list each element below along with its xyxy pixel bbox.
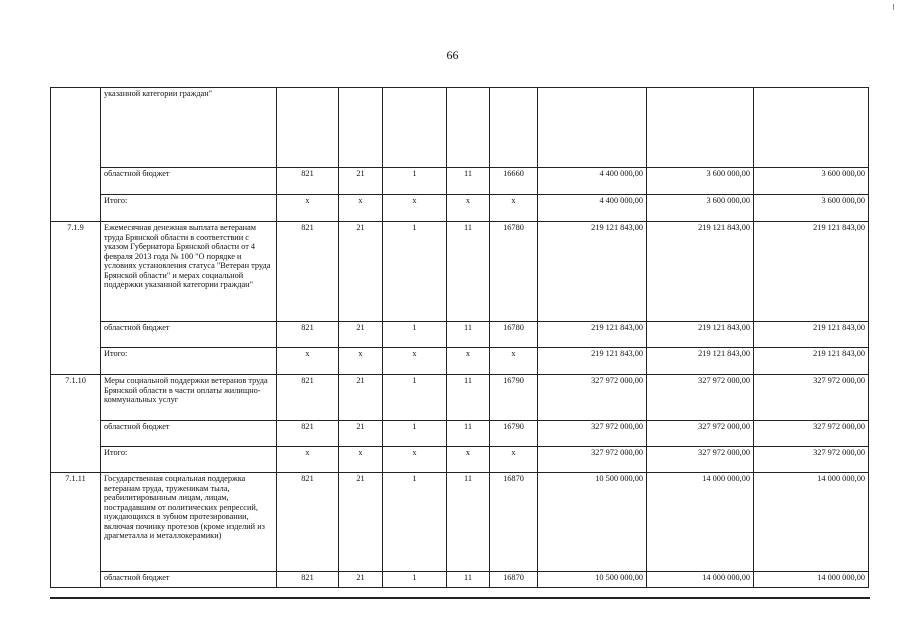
item-description: Меры социальной поддержки ветеранов труда Брянской области в части оплаты жилищно-коммунальных услуг <box>101 375 277 421</box>
cell-value-3: 219 121 843,00 <box>754 348 869 375</box>
cell-value-2: 3 600 000,00 <box>647 168 754 195</box>
cell-value-1: 10 500 000,00 <box>538 572 647 588</box>
cell-c5: х <box>490 348 538 375</box>
funding-source-label: областной бюджет <box>101 322 277 348</box>
cell-value-1: 10 500 000,00 <box>538 473 647 572</box>
table-row <box>51 473 869 572</box>
cell-c5: 16790 <box>490 421 538 447</box>
cell-c1: х <box>277 348 339 375</box>
cell-value-2 <box>647 88 754 168</box>
table-row <box>51 375 869 421</box>
cell-value-1: 4 400 000,00 <box>538 195 647 222</box>
cell-c2: 21 <box>339 168 383 195</box>
cell-c2: 21 <box>339 375 383 421</box>
cell-c3: 1 <box>383 421 447 447</box>
cell-c1: 821 <box>277 168 339 195</box>
funding-source-label: областной бюджет <box>101 168 277 195</box>
cell-c2: 21 <box>339 322 383 348</box>
cell-c1 <box>277 88 339 168</box>
cell-c4: 11 <box>447 222 490 322</box>
item-code-cell: 7.1.9 <box>51 222 101 375</box>
item-description: Ежемесячная денежная выплата ветеранам труда Брянской области в соответствии с указом Губернатора Брянской области от 4 февраля 2013 года № 100 "О порядке и условиях установления статуса "Ветеран труда Брянской области" и мерах социальной поддержки указанной категории граждан" <box>101 222 277 322</box>
cell-c4 <box>447 88 490 168</box>
cell-value-1: 4 400 000,00 <box>538 168 647 195</box>
cell-c1: 821 <box>277 375 339 421</box>
cell-c5: х <box>490 195 538 222</box>
table-row <box>51 421 869 447</box>
table-row <box>51 222 869 322</box>
cell-value-2: 14 000 000,00 <box>647 473 754 572</box>
cell-c4: 11 <box>447 473 490 572</box>
funding-source-label: областной бюджет <box>101 421 277 447</box>
cell-c2: 21 <box>339 421 383 447</box>
table-row <box>51 348 869 375</box>
cell-c4: 11 <box>447 322 490 348</box>
cell-c3: 1 <box>383 473 447 572</box>
table-row <box>51 168 869 195</box>
cell-c2: 21 <box>339 473 383 572</box>
total-label: Итого: <box>101 447 277 473</box>
table-row <box>51 88 869 168</box>
cell-c1: х <box>277 447 339 473</box>
cell-value-3: 3 600 000,00 <box>754 195 869 222</box>
cell-c5: 16660 <box>490 168 538 195</box>
cell-c3: 1 <box>383 168 447 195</box>
cell-c4: 11 <box>447 421 490 447</box>
cell-c1: 821 <box>277 572 339 588</box>
cell-value-2: 3 600 000,00 <box>647 195 754 222</box>
cell-c5: 16870 <box>490 572 538 588</box>
cell-c4: х <box>447 195 490 222</box>
item-description: указанной категории граждан" <box>101 88 277 168</box>
cell-c2 <box>339 88 383 168</box>
cell-c5: 16780 <box>490 222 538 322</box>
cell-value-2: 327 972 000,00 <box>647 375 754 421</box>
scan-corner-mark <box>893 4 894 10</box>
cell-c5: 16870 <box>490 473 538 572</box>
table-row <box>51 447 869 473</box>
cell-c2: х <box>339 348 383 375</box>
cell-value-2: 14 000 000,00 <box>647 572 754 588</box>
cell-value-1: 219 121 843,00 <box>538 348 647 375</box>
cell-value-1 <box>538 88 647 168</box>
cell-c5: 16780 <box>490 322 538 348</box>
cell-value-1: 219 121 843,00 <box>538 222 647 322</box>
cell-c2: 21 <box>339 572 383 588</box>
cell-c4: 11 <box>447 572 490 588</box>
total-label: Итого: <box>101 195 277 222</box>
cell-value-3: 14 000 000,00 <box>754 473 869 572</box>
item-code-cell: 7.1.10 <box>51 375 101 473</box>
cell-value-2: 219 121 843,00 <box>647 348 754 375</box>
item-code-cell: 7.1.11 <box>51 473 101 588</box>
table-bottom-border <box>50 597 870 599</box>
cell-c1: 821 <box>277 222 339 322</box>
cell-c3: 1 <box>383 222 447 322</box>
table-row <box>51 322 869 348</box>
cell-c1: 821 <box>277 322 339 348</box>
cell-value-3: 3 600 000,00 <box>754 168 869 195</box>
funding-source-label: областной бюджет <box>101 572 277 588</box>
cell-value-1: 327 972 000,00 <box>538 421 647 447</box>
cell-value-3: 327 972 000,00 <box>754 375 869 421</box>
cell-c4: х <box>447 447 490 473</box>
cell-value-1: 327 972 000,00 <box>538 375 647 421</box>
cell-value-1: 327 972 000,00 <box>538 447 647 473</box>
item-code-cell <box>51 88 101 222</box>
cell-value-1: 219 121 843,00 <box>538 322 647 348</box>
cell-value-2: 219 121 843,00 <box>647 322 754 348</box>
cell-c2: х <box>339 447 383 473</box>
cell-c4: 11 <box>447 375 490 421</box>
table-row <box>51 572 869 588</box>
cell-c3: 1 <box>383 572 447 588</box>
cell-value-3: 14 000 000,00 <box>754 572 869 588</box>
cell-c5: х <box>490 447 538 473</box>
cell-value-3: 327 972 000,00 <box>754 447 869 473</box>
cell-value-3: 327 972 000,00 <box>754 421 869 447</box>
cell-value-2: 327 972 000,00 <box>647 447 754 473</box>
cell-value-2: 219 121 843,00 <box>647 222 754 322</box>
page-number: 66 <box>446 48 459 62</box>
cell-value-3: 219 121 843,00 <box>754 322 869 348</box>
item-description: Государственная социальная поддержка ветеранам труда, труженикам тыла, реабилитированным лицам, лицам, пострадавшим от политических репрессий, нуждающихся в зубном протезировании, включая починку протезов (кроме изделий из драгметалла и металлокерамики) <box>101 473 277 572</box>
cell-c3: х <box>383 195 447 222</box>
cell-c3: 1 <box>383 322 447 348</box>
cell-c3: х <box>383 348 447 375</box>
cell-value-2: 327 972 000,00 <box>647 421 754 447</box>
cell-c1: 821 <box>277 473 339 572</box>
cell-c2: 21 <box>339 222 383 322</box>
table-row <box>51 195 869 222</box>
cell-c1: 821 <box>277 421 339 447</box>
budget-table <box>50 87 869 588</box>
cell-c3: 1 <box>383 375 447 421</box>
cell-c2: х <box>339 195 383 222</box>
cell-value-3: 219 121 843,00 <box>754 222 869 322</box>
total-label: Итого: <box>101 348 277 375</box>
cell-c4: х <box>447 348 490 375</box>
cell-c5 <box>490 88 538 168</box>
cell-c4: 11 <box>447 168 490 195</box>
cell-c3: х <box>383 447 447 473</box>
cell-c5: 16790 <box>490 375 538 421</box>
cell-c1: х <box>277 195 339 222</box>
cell-c3 <box>383 88 447 168</box>
cell-value-3 <box>754 88 869 168</box>
